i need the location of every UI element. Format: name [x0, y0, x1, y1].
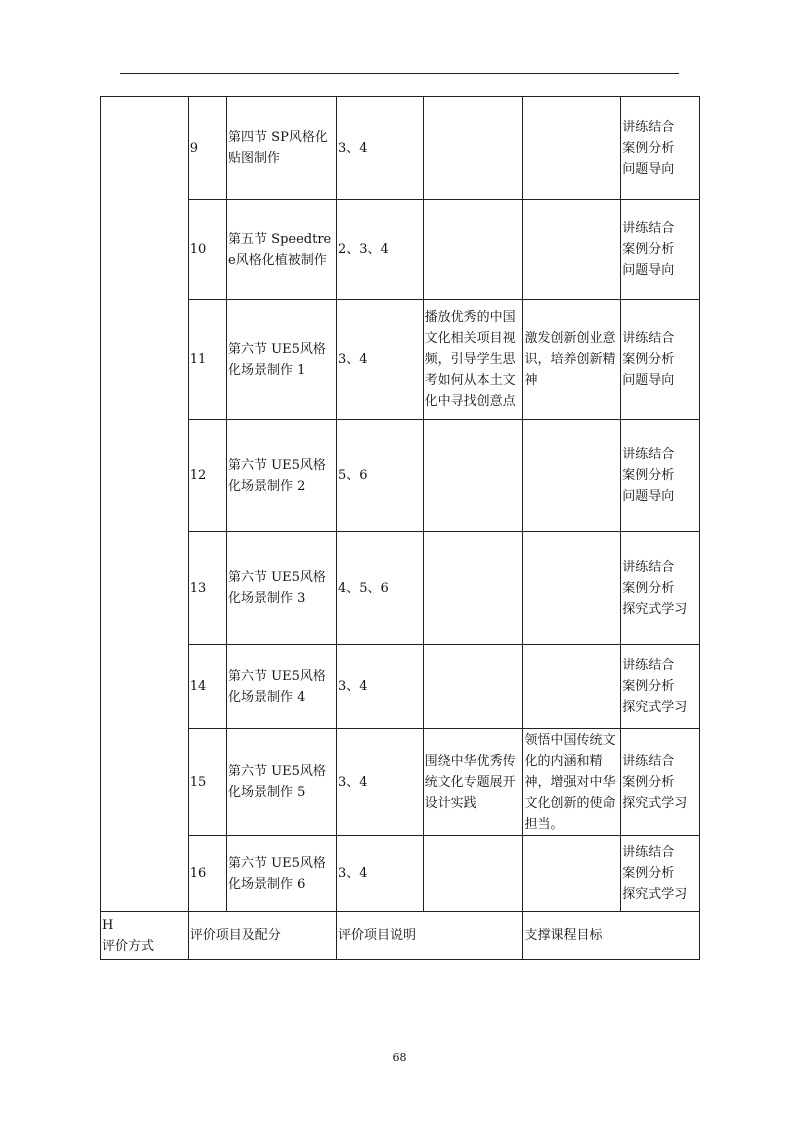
page-number: 68: [392, 1051, 407, 1064]
section-title: 第六节 UE5风格化场景制作 5: [227, 729, 337, 836]
goal-cell: [523, 532, 621, 645]
course-schedule-table: [100, 96, 700, 960]
section-title: 第六节 UE5风格化场景制作 2: [227, 420, 337, 532]
table-row: [101, 532, 700, 645]
merged-left-cell: [101, 97, 189, 912]
hours-cell: 4、5、6: [336, 532, 423, 645]
table-row: [101, 729, 700, 836]
section-title: 评价方式: [102, 938, 155, 954]
section-title: 第六节 UE5风格化场景制作 6: [227, 836, 337, 912]
eval-col-items: 评价项目及配分: [188, 912, 336, 960]
section-title: 第六节 UE5风格化场景制作 3: [227, 532, 337, 645]
ideology-cell: [423, 645, 523, 729]
method-cell: 讲练结合 案例分析 探究式学习: [621, 645, 700, 729]
row-number: 12: [188, 420, 226, 532]
hours-cell: 2、3、4: [336, 200, 423, 300]
method-cell: 讲练结合 案例分析 问题导向: [621, 200, 700, 300]
section-title: 第五节 Speedtree风格化植被制作: [227, 200, 337, 300]
hours-cell: 3、4: [336, 645, 423, 729]
ideology-cell: [423, 532, 523, 645]
row-number: 10: [188, 200, 226, 300]
row-number: 14: [188, 645, 226, 729]
evaluation-header-row: [101, 912, 700, 960]
method-cell: 讲练结合 案例分析 问题导向: [621, 300, 700, 420]
row-number: 11: [188, 300, 226, 420]
header-rule: [120, 73, 679, 74]
section-letter: H: [102, 917, 114, 933]
row-number: 15: [188, 729, 226, 836]
goal-cell: [523, 97, 621, 200]
ideology-cell: [423, 97, 523, 200]
goal-cell: [523, 200, 621, 300]
row-number: 9: [188, 97, 226, 200]
table-row: [101, 97, 700, 200]
method-cell: 讲练结合 案例分析 问题导向: [621, 97, 700, 200]
section-title: 第四节 SP风格化贴图制作: [227, 97, 337, 200]
method-cell: 讲练结合 案例分析 探究式学习: [621, 836, 700, 912]
eval-col-description: 评价项目说明: [336, 912, 523, 960]
hours-cell: 3、4: [336, 836, 423, 912]
section-title: 第六节 UE5风格化场景制作 4: [227, 645, 337, 729]
eval-col-objectives: 支撑课程目标: [523, 912, 700, 960]
method-cell: 讲练结合 案例分析 探究式学习: [621, 729, 700, 836]
evaluation-section-label: [101, 912, 189, 960]
hours-cell: 3、4: [336, 97, 423, 200]
goal-cell: [523, 836, 621, 912]
section-title: 第六节 UE5风格化场景制作 1: [227, 300, 337, 420]
goal-cell: [523, 420, 621, 532]
row-number: 13: [188, 532, 226, 645]
method-cell: 讲练结合 案例分析 问题导向: [621, 420, 700, 532]
ideology-cell: 播放优秀的中国文化相关项目视频，引导学生思考如何从本土文化中寻找创意点: [423, 300, 523, 420]
ideology-cell: [423, 420, 523, 532]
ideology-cell: 围绕中华优秀传统文化专题展开设计实践: [423, 729, 523, 836]
goal-cell: 领悟中国传统文化的内涵和精神，增强对中华文化创新的使命担当。: [523, 729, 621, 836]
ideology-cell: [423, 200, 523, 300]
table-row: [101, 200, 700, 300]
hours-cell: 3、4: [336, 729, 423, 836]
table-row: [101, 836, 700, 912]
goal-cell: 激发创新创业意识，培养创新精神: [523, 300, 621, 420]
ideology-cell: [423, 836, 523, 912]
table-row: [101, 300, 700, 420]
row-number: 16: [188, 836, 226, 912]
method-cell: 讲练结合 案例分析 探究式学习: [621, 532, 700, 645]
hours-cell: 5、6: [336, 420, 423, 532]
hours-cell: 3、4: [336, 300, 423, 420]
table-row: [101, 645, 700, 729]
table-row: [101, 420, 700, 532]
goal-cell: [523, 645, 621, 729]
